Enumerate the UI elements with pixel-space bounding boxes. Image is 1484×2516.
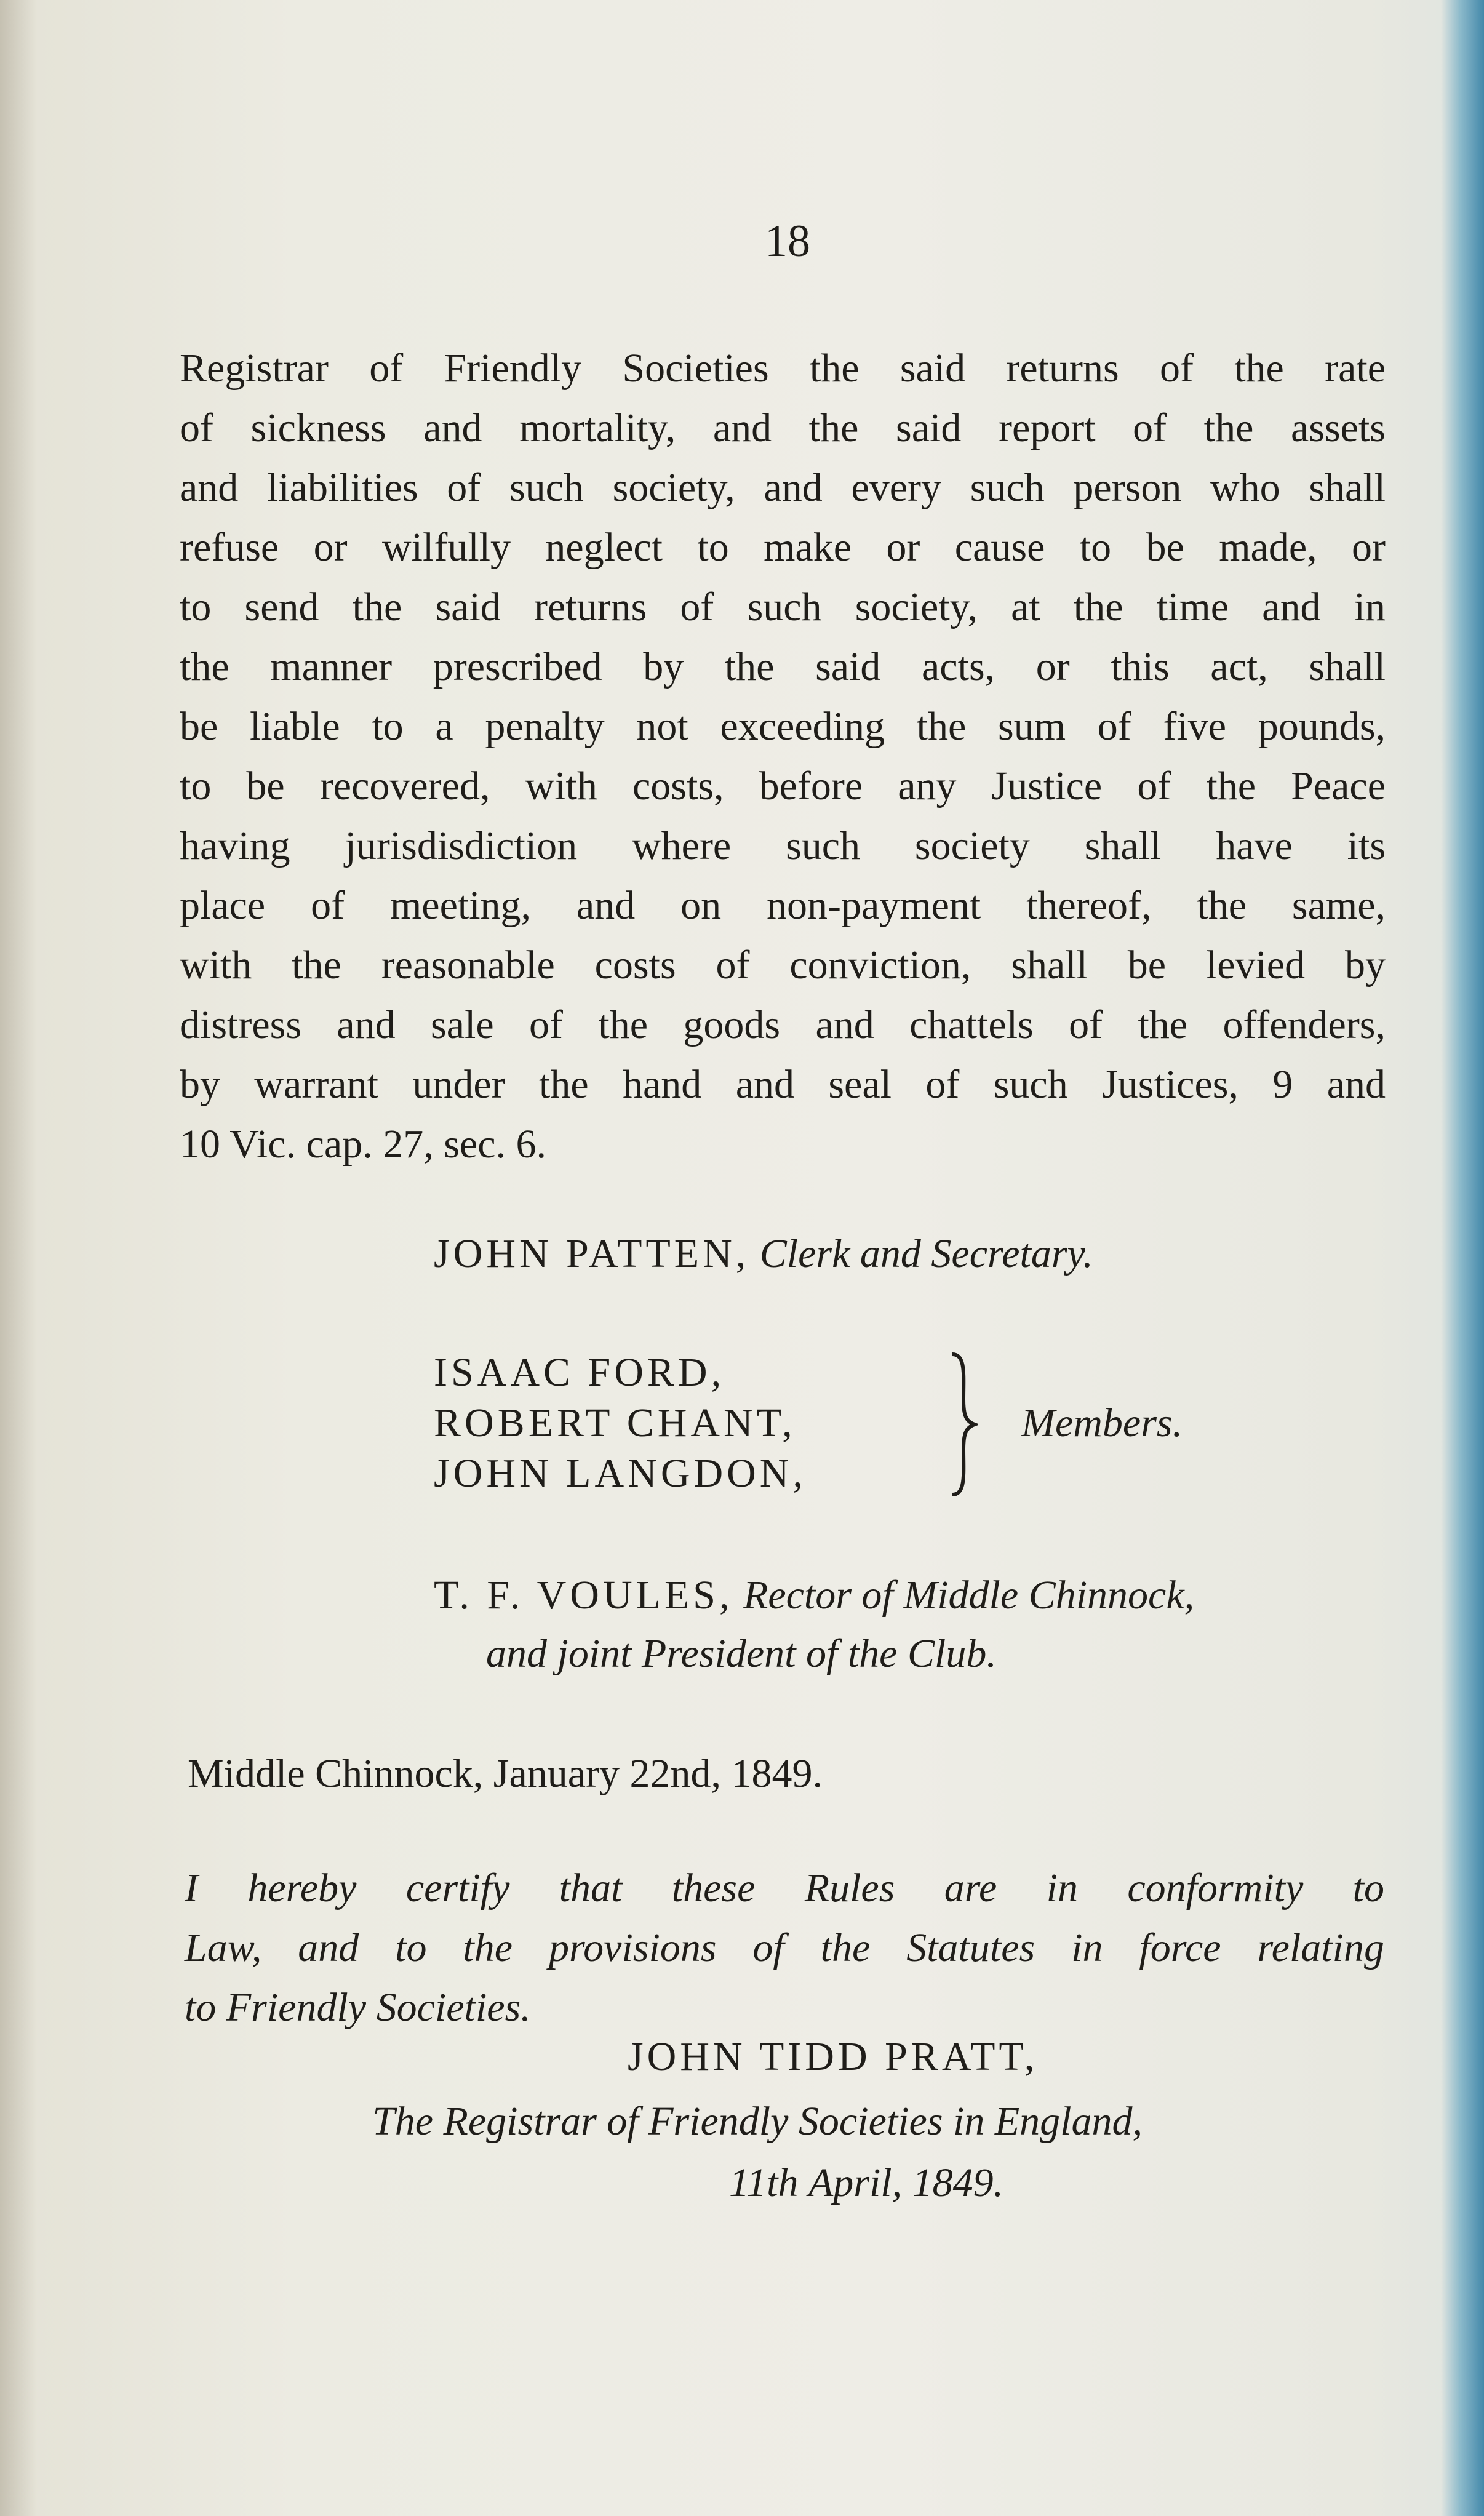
body-line: with the reasonable costs of conviction, shall be levied by <box>180 943 1386 988</box>
body-line: to send the said returns of such society, at the time and in <box>180 585 1386 629</box>
page-number: 18 <box>765 216 810 266</box>
signatory-name: T. F. VOULES, <box>434 1573 733 1618</box>
body-paragraph <box>180 338 1386 1174</box>
body-line: Registrar of Friendly Societies the said returns of the rate <box>180 346 1386 391</box>
page-edge-stain <box>1441 0 1484 2516</box>
members-list <box>434 1348 807 1499</box>
certificate-text <box>185 1858 1384 2037</box>
body-line: refuse or wilfully neglect to make or cause to be made, or <box>180 525 1386 570</box>
signatory-title: Rector of Middle Chinnock, <box>743 1573 1195 1618</box>
certificate-line: I hereby certify that these Rules are in conformity to <box>185 1866 1384 1911</box>
body-line: 10 Vic. cap. 27, sec. 6. <box>180 1122 546 1167</box>
certificate-date-day: 11th <box>729 2160 799 2205</box>
registrar-name: JOHN TIDD PRATT, <box>628 2034 1039 2079</box>
certificate-line: Law, and to the provisions of the Statutes in force relating <box>185 1925 1384 1970</box>
member-name: ROBERT CHANT, <box>434 1400 796 1445</box>
signature-voules <box>434 1572 1194 1619</box>
signatory-title-continued: and joint President of the Club. <box>486 1631 997 1676</box>
place-and-date: Middle Chinnock, January 22nd, 1849. <box>188 1751 823 1796</box>
body-line: to be recovered, with costs, before any Justice of the Peace <box>180 764 1386 809</box>
members-label: Members. <box>1021 1400 1183 1445</box>
body-line: and liabilities of such society, and every such person who shall <box>180 465 1386 510</box>
body-line: by warrant under the hand and seal of such Justices, 9 and <box>180 1062 1386 1107</box>
body-line: having jurisdisdiction where such society shall have its <box>180 823 1386 868</box>
body-line: of sickness and mortality, and the said report of the assets <box>180 405 1386 450</box>
curly-brace-icon <box>947 1351 978 1498</box>
signatory-title: Clerk and Secretary. <box>759 1231 1093 1276</box>
signature-patten <box>434 1231 1093 1277</box>
certificate-date <box>729 2160 1003 2206</box>
body-line: the manner prescribed by the said acts, or this act, shall <box>180 644 1386 689</box>
body-line: be liable to a penalty not exceeding the sum of five pounds, <box>180 704 1386 749</box>
registrar-title: The Registrar of Friendly Societies in England, <box>372 2099 1143 2144</box>
member-name: JOHN LANGDON, <box>434 1451 807 1496</box>
member-name: ISAAC FORD, <box>434 1350 725 1395</box>
page-gutter-shadow <box>0 0 37 2516</box>
certificate-line: to Friendly Societies. <box>185 1985 531 2030</box>
certificate-date-rest: April, 1849. <box>808 2160 1004 2205</box>
signatory-name: JOHN PATTEN, <box>434 1231 750 1276</box>
body-line: distress and sale of the goods and chattels of the offenders, <box>180 1002 1386 1047</box>
body-line: place of meeting, and on non-payment thereof, the same, <box>180 883 1386 928</box>
